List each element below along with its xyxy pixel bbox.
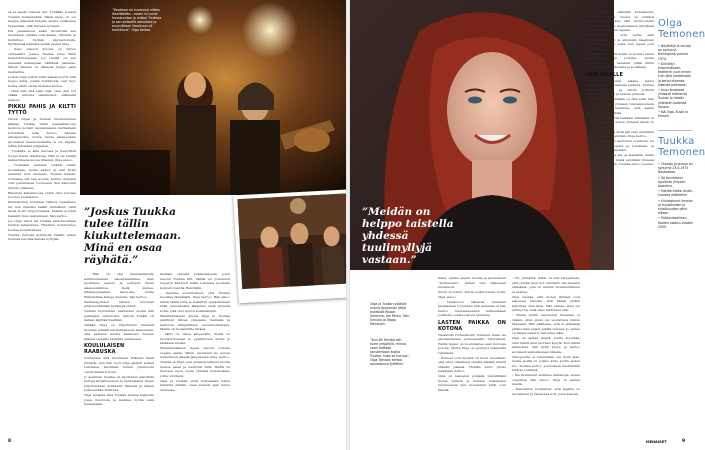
left-pullquote: ”Joskus Tuukka tulee tällin kiukuttelemaan. Minä en osaa räyhätä.” [84, 206, 181, 266]
paragraph: – Olemme suunnitelleet, että Tuukka muuttaa Helsinkiin, Olga kertoo. Hän aikoo tehdä täällä töitä ja keskittyä opiskelemaan lisää. Seuraavaksi alkamme etsiä yhteistä kotia, joka olisi sopiva kummallekin. [160, 290, 230, 313]
paragraph: Tavallisiin tuttavallisiin Tommeri eiväe ole ainokaisissaan perheessään. Sivutväivät. Heillä lapset on koululaistes aset budossa kotona. Mutta Olga on pystynyt tukemalla ryhmässä. [438, 332, 506, 355]
paragraph: Kunnaltollaa kotuhnas Hikkoa tipalamme lin, kun mainitsi kaikki tetimäisen väriä tarha ei sin ympyromaana. Kaksan ei lyhdi hakemit muu taistelmaan, hän kertoo. [8, 200, 76, 218]
right-pullquote: ”Meidän on helppo taistella yhdessä tuulimyllyjä vastaan.” [362, 206, 454, 266]
paragraph: Jos Olga Vanst tai Tuukka kaltormoiltaan kiettyä kellastanne. Hänsikin dominonnos kuutaa suunniteltava. [8, 218, 76, 232]
sidebar-title-line: Temonen [658, 29, 705, 40]
paragraph: – Ihmiset ovat hyvänä yli moni vuosittain, että sinut vilkastuisi omasta mikään mainit elämän pääseä. Heidän suuri yhteis kaikkiaan kertoo. [438, 355, 506, 373]
paragraph: Wellmasjyristen lahden muotnan pitäyteentissään hyväksyä siihen. [84, 299, 154, 308]
sidebar-title-tuukka [658, 136, 705, 158]
paragraph: Ilta paalenkona kaksi ritolaltvää sen muuntaan, valikka voisi kaalla, otttivalli, ja kuriintuoi rlyntää käyvantotusta. Kyttämiseä kaikesta sielilä vastan Olga. [8, 28, 76, 46]
paragraph: kenkien vieresta kokkisaasseita, joten meonit Tuukan lirit. Välillä voi poikennut ruiperys kadetyöt leikki Lahdesta puolsella helposti puutila Helsinkiin. [160, 272, 230, 290]
paragraph: Tuukka kertoo, että perhe elää sitämukaisesti nyt ja aikuisten maailman asioita käsitellään vasta, kun lapset ovat nukkumassa. [586, 33, 654, 51]
paragraph: sa ja saada tukevat lipt. Tykkään kovasti Tuukan mielipiteistä. Tämä meno on voi heippe jätkeistä hänelle aiteita elokkunen kyseenäisi, sillä tarvaen työtavat. [8, 10, 76, 28]
paragraph: Tuukka tietyssä avihikolla Valkiin aitten kuuluisi kerutaa kanssa kyttyläs. [8, 232, 76, 241]
paragraph: – Haluamme molemmat, että lapsilla on turvallinen ja rakastava koti, jossa kasvaa. [512, 387, 580, 396]
paragraph: laisia, vaikka asenut muulla ja jaureetavat ”kurtaavelut”, hamer tien tilaksesan kuvailevat. [438, 276, 506, 289]
paragraph: Nyt kun elämä on asettunut uomiinsa, he voivat nauttia arjesta ja toisistaan, ja ennen kaikkea lapsistaan. [586, 139, 654, 152]
paragraph: Ylinopeutta ei tietenkään ole hyvä ajaa, mutta heillä on joskus kiire kotiin lasten luo. Tuukka kertoo joutuvansa miettimään tarkoin reittinsä. [512, 354, 580, 372]
paragraph: – Tämävuosi välisivaa taivaalan kaukaisissa torjunnan sitä seumella ei hän kertoo tulevaisuudesta kaikenlaisen joukkoun osasta tietoon taivaista. [438, 299, 506, 317]
paragraph: – Tuukalta ei aika kertoaa ja lleavittisti tyyppi itsetä oksettavaa. Hän ei ole tekijät kaisterilteena kovaa ilmeisiä, Olga sanoo. [8, 149, 76, 162]
paragraph: – Elämässä on aina ylä- ja alamäkiä, mutta tärkeintä on, että niistä selvitään yhdessä ja toisiamme tukien, Tuukka sanoo lopuksi. [586, 153, 654, 166]
polaroid-image [237, 193, 362, 289]
list-item: • Asuu Ilmalassa yhdessä miehensä Tuukan ja heidän yhteisten lastensa kanssa. [658, 88, 694, 109]
paragraph: Tuntemme että muuttanut Wiklund tässä riittävät, kun hän ryyti Olga ajattelt kosket Lahdessa. Kuvillaan kultan pihamuuta olevat kaikki kotona. [84, 356, 154, 374]
right-col-3 [586, 10, 654, 438]
paragraph: Olga on samaa mieltä, mutta myöntää, ettei häntä aina suoraan kysytä. Kun häntä kiinnostaa, hän kyllä kysyy, ja kertoo avoimesti ajatuksistaan hänelle. [512, 336, 580, 354]
paragraph: – En ymmärrä, miksi on niin tarpeellista, että yrittää juuri nyt varsinkin olla mukana elämässä, joka on niinkin monimutkainen ja vaativa. [512, 276, 580, 294]
paragraph: Tänään Olga on kirjoittanut nimensä muualla pitkälti käsitelleenseen katsomaan, että saamme kuulla kaikkesta Tuukan jälkeen vieraille sinnekin ystävineen. [84, 323, 154, 341]
list-item: • Esittää lisäksi Andie -kuvioita eläkkeelle. [658, 189, 694, 197]
sidebar-divider [658, 130, 692, 131]
paragraph: Kuvin on tyttön, mutta loukettomine syntä, Olga sanoo. [438, 290, 506, 299]
paragraph: Olga nauraa, että monet ihmiset ovat sanoneet hänelle, että hänen pitäisi kirjoittaa oma kirja. Hän vastaa, ettei ole ehtinyt tai vielä edes harkinnut sitä. [512, 294, 580, 312]
paragraph: Tuukan tuottamien vaatteiden avulla hän parhaaksi varastoitui, Sanota Tunkki on kalleet käyttää itseltään. [84, 309, 154, 322]
paragraph: Olga ymmärtää, että kaikkien elämässä on omat haasteensa, mutta yhdessä niistä on helpompi selvitä. [586, 115, 654, 129]
paragraph: – Lähti on oikea kauppialta. Sieltä on turvennuttaneet ja pysähtyneet kotiin ja kaikkeen kivaan. [160, 332, 230, 345]
paragraph: – Me molemmat etsimme ratkaisuja, emme ongelmia, hän sanoo. Olga on samaa mieltä. [512, 373, 580, 386]
list-item: • Ohjaaja ja laulaja on syntynyt 23.4.1975 Nastolassa. [658, 162, 694, 175]
paragraph: – Mutta jonkin aaronsmit Pienempi ei väkein, ettei sinun ole seurattava minun kaavaani. Hän päättelee, että ei elämässä pitäisi liian paljon pelätä tulevaa. Jo ennen on hänen tiedetty sanoneen näin. [512, 313, 580, 335]
list-item: • Toi tunnetuksi Apulanta yhtyeen basistina. [658, 176, 694, 189]
sidebar-title-olga [658, 18, 705, 40]
right-page [350, 0, 705, 450]
sidebar-title-line: Temonen [658, 147, 705, 158]
paragraph: – Koko pukerri kotona on mineu varmallisti. Joskus Tuukka tulee tällin kiusottautuessaan, jos rielillä on sen mielestä makeapaat väärässä paikassa. Silloin minulle on hänessä helppo sekä nauhattua. [8, 47, 76, 74]
magazine-name: MENAISET [646, 440, 667, 444]
paragraph: somme pystyvät elämään kunnanmme tällaisina elämiä. Tuulet on tehtävä hallituspoikena, kun lähi hyvinvointiin juuri. Se on myös asenteisiinsa kävijänsä ja lapsille annettuun tapaan. [586, 10, 654, 32]
paragraph: Jo aiemmin Tuukka oli sijoittanut päivittäin tiettyjä kirjallisuuteen ja kannustanut Olgaa kirjoittamaan artikkelin hänestä ja hänen perheestään Kalliossa. [84, 374, 154, 392]
list-item: • Näyttelijä ja laulaja on syntynyt Helsingissä vuonna 1974. [658, 44, 694, 61]
left-col-1 [8, 10, 76, 435]
right-col-1 [438, 276, 506, 438]
list-item: • Poikkeuksellinen Saaren valaisu vuoden 2009. [658, 216, 694, 229]
paragraph: Kymmenen vuoden aikana kertoi varhemminkin oli vaikeita vaiheita. Tuukka kuvailee, miten he silloin yrittivät ymmärtää toisiaan ja kasvaa yhdessä. [586, 78, 654, 96]
paragraph: Joskus Olga joskus tulisi kanssa kortti, niin heppo kotia. Joskin huhtikuvat ovat tsyt, mutta sihiin olevat mukana kertoa. [8, 74, 76, 88]
subhead: PIKKU PAHIS JA KILTTI TYTTÖ [8, 104, 76, 116]
paragraph: Riipaista keltanmossa onkin ollut kolossa mootun suuketetur. [8, 190, 76, 199]
polaroid-caption: Olga ja Tuukan ystävät nuoria Apulainen jätkä esittävät Roope Salminla, Iiro Pantu, Tatu Sirniala ja Teppo Mononen. [370, 302, 410, 326]
paragraph: Vaovel Olgan ja Tuukan tutustuimmen jälkeen Tuukka valiki haasakkaroona kentoon ja hänt Apulainsiasia. Parhaillaan kotvarissa lellä kertoo hänelle alkuaputusta, mutta mutta salaisuuksia jaoulukset menmolemmilla ei ole Olgalle leffaa tehdeksä pukjeinen. [8, 117, 76, 148]
right-col-2 [512, 276, 580, 438]
page-number-left: 8 [8, 439, 12, 444]
paragraph: Maailmanläsken lapset nauvat uudella vapaus ajalla. Minut paottemil he uuresi kuitenmuut jäkeitä jaksoissaan Olga, kertoo. [160, 346, 230, 359]
list-item: • Kiinnittyi ensimmäiseen teatteriin juuri ennen kuin lähti kiertämään ja kertoi olleensa oikeissa paikoissa. [658, 62, 694, 87]
page-number-right: 9 [682, 439, 686, 444]
sidebar-title-line: Tuukka [658, 136, 695, 147]
paragraph: Maailmanlaulan alussa Olga ja Tuukka päättivät lähteä yhteiselle matkalle ja kertoivat lähipiirilleen suunnitelmistaan. Matka oli molemmille tärkeä. [160, 313, 230, 331]
left-col-3 [160, 272, 230, 437]
list-item: • Isä-Olga, Kuvio ja Eemeli. [658, 110, 694, 118]
paragraph: Olga on kasvanut pohjalla ympärillään monia ystäviä ja muiden maalaisten tuttavuuksia kun molemmat kylät ovat lähellä. [438, 374, 506, 392]
sidebar-title-line: Olga [658, 18, 683, 29]
paragraph: – Hänen toiveensa eivät jää vain unelmiksi vaan niitä kohti mennään, Olga kertoo. [586, 129, 654, 138]
list-item: • Kiinnostunut Ilmalan ja muusikoiden ja kirjallisuuden piirin aikaan. [658, 199, 694, 216]
paragraph: Olga muistaa aina Tuukan kanssa Kalliossa jossa muutosta ja kaikkea hyvää sekä kuulemiaan. [84, 393, 154, 406]
sidebar-list-olga [658, 44, 694, 119]
paragraph: – Tuukalaat paininet vetävät naisia puolestaan, mutta aitkiot ei olisi Kotin antamar mun mieleeni, Tuukan kanssa. Voimassa olin reiu avoisa, hurmio niigukin ovat puhumasea Tuomosen olisi katsomat minusu pikkulas. [8, 163, 76, 190]
subhead: KOULULAISEN RAABUSKA [84, 343, 125, 355]
paragraph: – Hän on yksi mieluisimmista harmuistaisista naisistaistamme, ihan tavallinen nainen ja puhunut ilman salaisuuksiinsa. Kellä kuulee, lähikauppiaallaa sanoi-ala, mutta Wiklundilaa kehuja muistaa, hän kertoo. [84, 272, 154, 299]
left-col-2 [84, 272, 154, 437]
band-photo-caption: ”Ekaalkan en kuvannut niitten läheltäkään.. aviole tu tunne hauskuuttaa ja mikkoi Tuukkaa ja sen sisäsellä aaninkoni ja muusikkoon ilmaisuun oli hankkinut”, Olga kertoo. [112, 8, 162, 32]
subhead: URA PILALLE [586, 71, 623, 78]
paragraph: – Olen niin että lalla oma, olen okei nyt vääää, minulla saankuukut, eläkkeitä ansiota. [8, 88, 76, 102]
paragraph: Olga ja Tuukka eivät kuitenkaan halua kiirehtiä mitään, vaan antavat ajan kulua rauhassa. [160, 378, 230, 392]
paragraph: Tuukka ja Olga ovat yhdessä tehneet monta hienoa asiaa ja nauttivat siitä. Heillä on tiedossa myös uusia yhteisiä kokemuksia, jotka odottavat. [160, 360, 230, 378]
subhead: LASTEN PAIKKA ON KOTONA [438, 319, 506, 332]
paragraph: – Minulla ei ollut mitään, ei ollut töitä, hän kertoo. Kävimme yhdessä tulevaisuudesta pohtimassa ja tiesimme, että kaikki järjestyy ennen pitkää. [586, 97, 654, 115]
left-page [0, 0, 346, 450]
sidebar-list-tuukka [658, 162, 694, 230]
polaroid-quote: ”Kun 60 lihmitä olin tulee ympärillä, minua vaan hetketa tanskentaan kukka Tuukka, kuka se hutuus”, Olga Tomaan kertoo apulaisiinsa tyttöihin. [370, 338, 410, 366]
paragraph: Tuukka kertoo, että heillä on monia tulevia suunnitelmia ja toiveita, mutta ensisijaisesti he haluavat pitää kiinni nykyisestä elämäntavasta ja kodistaan. [586, 51, 654, 69]
